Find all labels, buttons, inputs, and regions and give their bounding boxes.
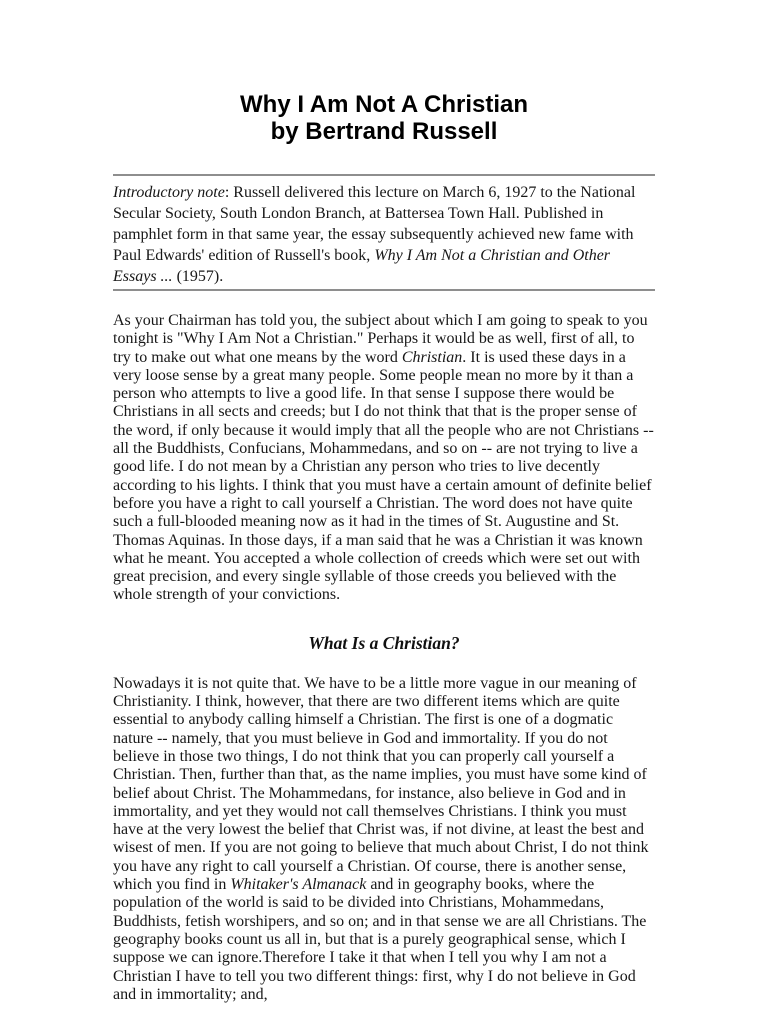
document-title-line-1: Why I Am Not A Christian (240, 91, 528, 118)
paragraph-1-text-continued: . It is used these days in a very loose sense by a great many people. Some people mean no more by it than a person who attempts to live a good life. In that sense I suppose there would be Christians in all sects and creeds; but I do not think that that is the proper sense of the word, if only because it would imply that all the people who are not Christians -- all the Buddhists, Confucians, Mohammedans, and so on -- are not trying to live a good life. I do not mean by a Christian any person who tries to live decently according to his lights. I think that you must have a certain amount of definite belief before you have a right to call yourself a Christian. The word does not have quite such a full-blooded meaning now as it had in the times of St. Augustine and St. Thomas Aquinas. In those days, if a man said that he was a Christian it was known what he meant. You accepted a whole collection of creeds which were set out with great precision, and every single syllable of those creeds you believed with the whole strength of your convictions. (113, 348, 654, 604)
document-content-column (113, 0, 655, 1004)
document-title-line-2: by Bertrand Russell (270, 118, 498, 145)
divider-bottom (113, 289, 655, 291)
paragraph-1-text: As your Chairman has told you, the subject about which I am going to speak to you tonight is "Why I Am Not a Christian." Perhaps it would be as well, first of all, to try to make out what one means by the word (113, 312, 648, 366)
intro-note-text: : Russell delivered this lecture on March 6, 1927 to the National Secular Society, South London Branch, at Battersea Town Hall. Published in pamphlet form in that same year, the essay subsequently achieved new fame with Paul Edwards' edition of Russell's book, (113, 184, 636, 264)
paragraph-1 (113, 312, 655, 605)
paragraph-2-text-continued: and in geography books, where the population of the world is said to be divided into Christians, Mohammedans, Buddhists, fetish worshipers, and so on; and in that sense we are all Christians. The geography books count us all in, but that is a purely geographical sense, which I suppose we can ignore.Therefore I take it that when I tell you why I am not a Christian I have to tell you two different things: first, why I do not believe in God and in immortality; and, (113, 876, 647, 1003)
intro-note-tail: (1957). (172, 268, 224, 285)
paragraph-1-italic-term: Christian (401, 348, 463, 366)
section-heading: What Is a Christian? (308, 632, 460, 653)
intro-note-book-title: Why I Am Not a Christian and Other Essays ... (113, 247, 611, 285)
document-title (113, 0, 655, 145)
paragraph-2-italic-term: Whitaker's Almanack (230, 876, 367, 894)
intro-note (113, 182, 655, 287)
paragraph-2 (113, 675, 655, 1004)
divider-top (113, 174, 655, 176)
intro-note-lead: Introductory note (113, 184, 225, 201)
paragraph-2-text: Nowadays it is not quite that. We have to be a little more vague in our meaning of Christianity. I think, however, that there are two different items which are quite essential to anybody calling himself a Christian. The first is one of a dogmatic nature -- namely, that you must believe in God and immortality. If you do not believe in those two things, I do not think that you can properly call yourself a Christian. Then, further than that, as the name implies, you must have some kind of belief about Christ. The Mohammedans, for instance, also believe in God and in immortality, and yet they would not call themselves Christians. I think you must have at the very lowest the belief that Christ was, if not divine, at least the best and wisest of men. If you are not going to believe that much about Christ, I do not think you have any right to call yourself a Christian. Of course, there is another sense, which you find in (113, 674, 649, 894)
